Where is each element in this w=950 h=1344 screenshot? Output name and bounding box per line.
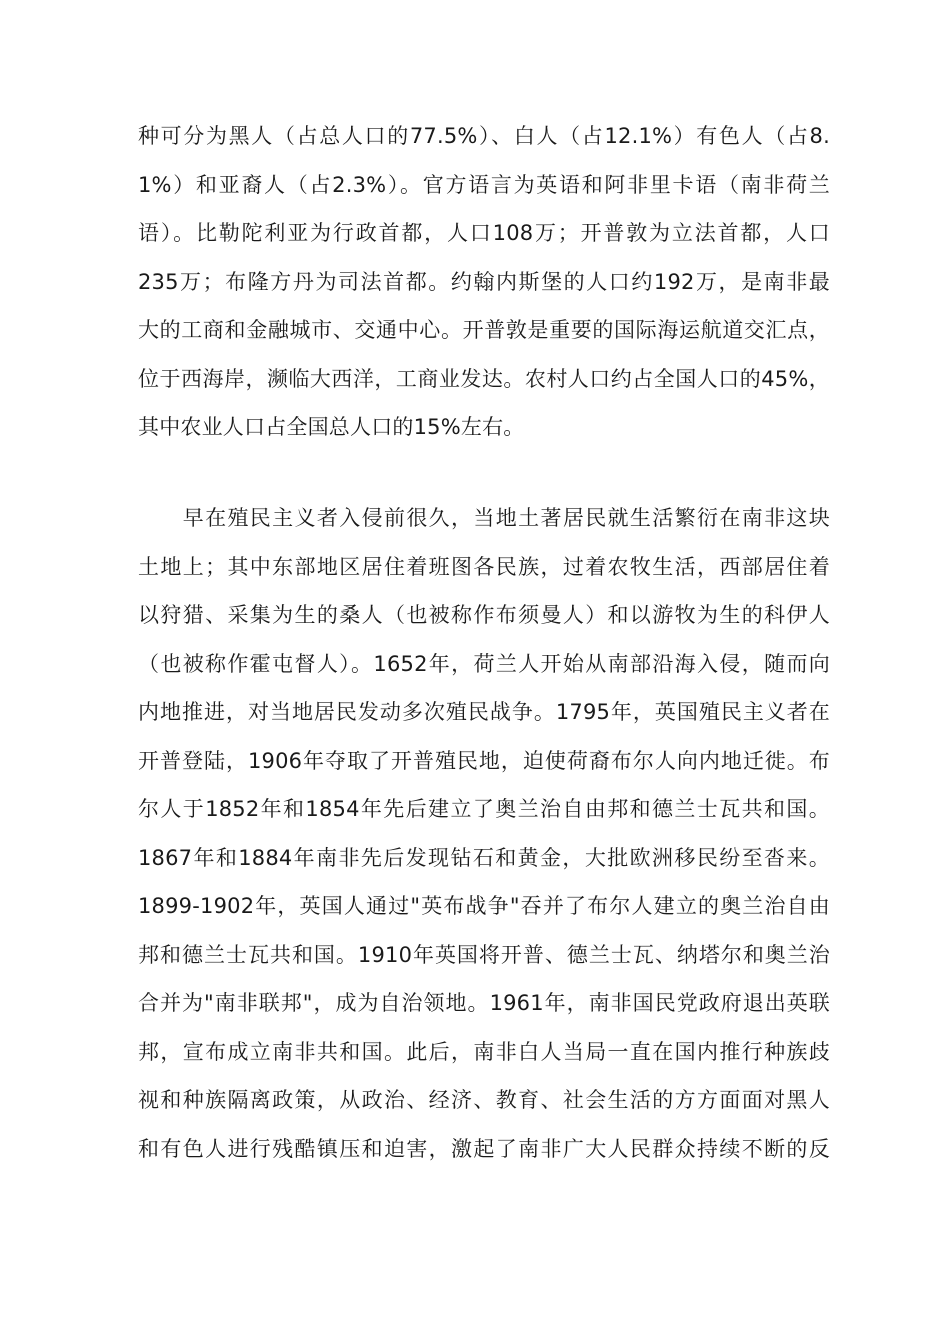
text-line: 1%）和亚裔人（占2.3%）。官方语言为英语和阿非里卡语（南非荷兰: [138, 172, 830, 197]
text-line: 邦，宣布成立南非共和国。此后，南非白人当局一直在国内推行种族歧: [138, 1039, 830, 1064]
text-line: 其中农业人口占全国总人口的15%左右。: [138, 415, 525, 439]
text-line: 视和种族隔离政策，从政治、经济、教育、社会生活的方方面面对黑人: [138, 1088, 830, 1112]
text-line: 位于西海岸，濒临大西洋，工商业发达。农村人口约占全国人口的45%，: [138, 366, 830, 391]
text-line: 土地上；其中东部地区居住着班图各民族，过着农牧生活，西部居住着: [138, 554, 830, 579]
text-line: 235万；布隆方丹为司法首都。约翰内斯堡的人口约192万，是南非最: [138, 269, 830, 294]
text-line: 邦和德兰士瓦共和国。1910年英国将开普、德兰士瓦、纳塔尔和奥兰治: [138, 942, 830, 967]
text-line: 1899-1902年，英国人通过"英布战争"吞并了布尔人建立的奥兰治自由: [138, 894, 830, 918]
text-line: 和有色人进行残酷镇压和迫害，激起了南非广大人民群众持续不断的反: [138, 1136, 830, 1161]
text-line: 以狩猎、采集为生的桑人（也被称作布须曼人）和以游牧为生的科伊人: [138, 603, 830, 627]
text-line: （也被称作霍屯督人）。1652年，荷兰人开始从南部沿海入侵，随而向: [138, 651, 830, 676]
text-line: 语）。比勒陀利亚为行政首都，人口108万；开普敦为立法首都，人口: [138, 221, 830, 245]
text-line: 开普登陆，1906年夺取了开普殖民地，迫使荷裔布尔人向内地迁徙。布: [138, 748, 830, 773]
text-line: 1867年和1884年南非先后发现钻石和黄金，大批欧洲移民纷至沓来。: [138, 845, 830, 870]
text-line: 大的工商和金融城市、交通中心。开普敦是重要的国际海运航道交汇点，: [138, 318, 830, 342]
text-line: 种可分为黑人（占总人口的77.5%）、白人（占12.1%）有色人（占8.: [138, 124, 830, 148]
paragraph-history: [138, 494, 830, 1173]
text-line: 内地推进，对当地居民发动多次殖民战争。1795年，英国殖民主义者在: [138, 700, 830, 724]
text-line: 合并为"南非联邦"，成为自治领地。1961年，南非国民党政府退出英联: [138, 991, 830, 1015]
text-line: 尔人于1852年和1854年先后建立了奥兰治自由邦和德兰士瓦共和国。: [138, 797, 830, 821]
paragraph-demographics: [138, 112, 830, 452]
text-line: 早在殖民主义者入侵前很久，当地土著居民就生活繁衍在南非这块: [138, 506, 830, 530]
